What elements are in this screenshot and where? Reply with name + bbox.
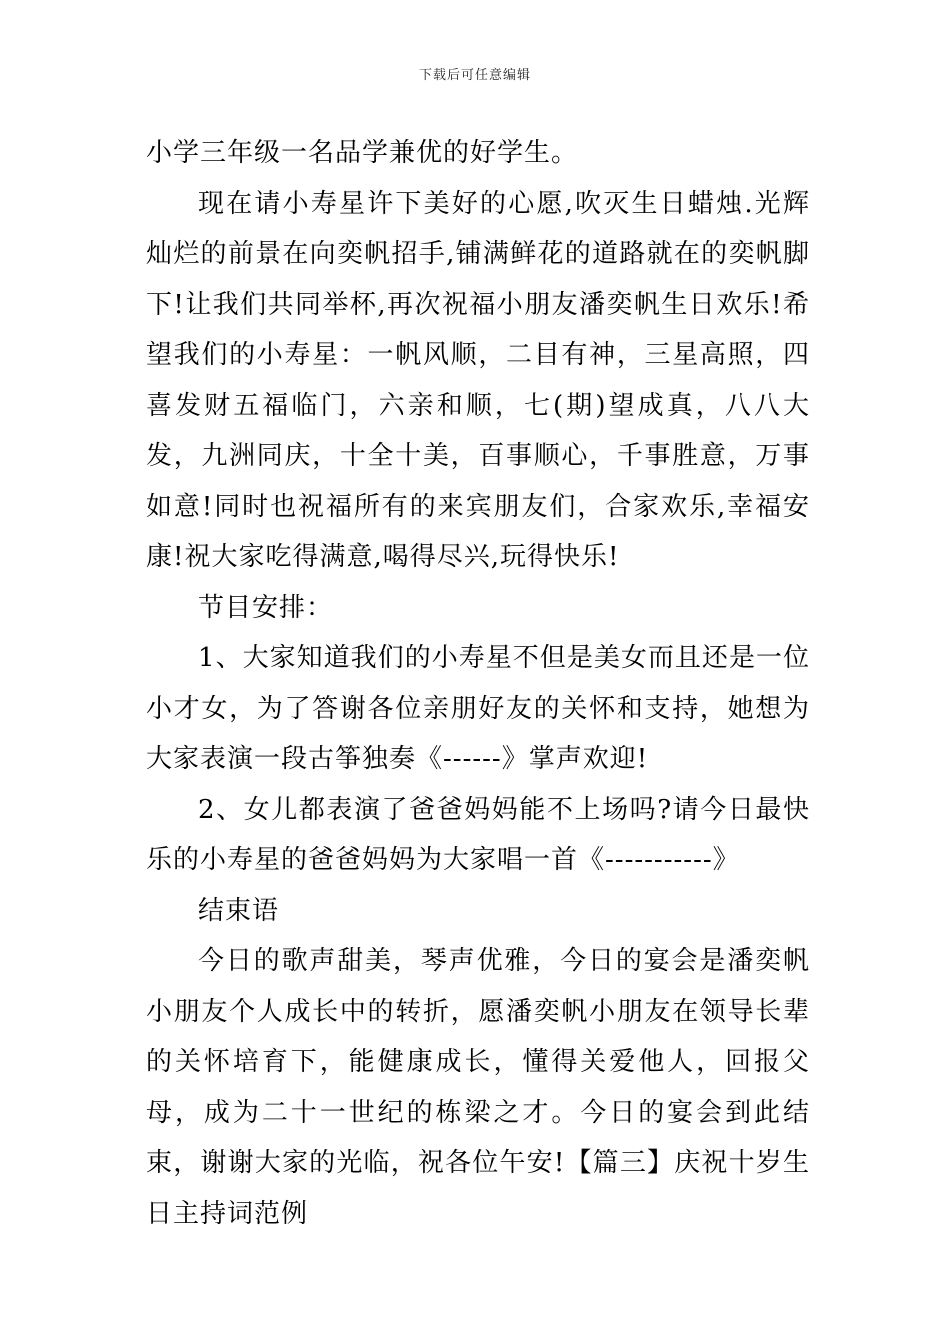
- program-item-2: 2、女儿都表演了爸爸妈妈能不上场吗?请今日最快乐的小寿星的爸爸妈妈为大家唱一首《-----------》: [146, 794, 810, 875]
- paragraph-continuation: 小学三年级一名品学兼优的好学生。: [146, 138, 579, 168]
- document-body: [146, 128, 810, 1239]
- paragraph-closing: 今日的歌声甜美，琴声优雅，今日的宴会是潘奕帆小朋友个人成长中的转折，愿潘奕帆小朋友在领导长辈的关怀培育下，能健康成长，懂得关爱他人，回报父母，成为二十一世纪的栋梁之才。今日的宴会到此结束，谢谢大家的光临，祝各位午安!【篇三】庆祝十岁生日主持词范例: [146, 946, 810, 1229]
- section-heading-closing: 结束语: [198, 895, 280, 926]
- program-item-1: 1、大家知道我们的小寿星不但是美女而且还是一位小才女，为了答谢各位亲朋好友的关怀和支持，她想为大家表演一段古筝独奏《------》掌声欢迎!: [146, 643, 810, 774]
- section-heading-program: 节目安排：: [198, 592, 334, 623]
- page-header: 下载后可任意编辑: [418, 68, 531, 83]
- paragraph-wishes: 现在请小寿星许下美好的心愿,吹灭生日蜡烛.光辉灿烂的前景在向奕帆招手,铺满鲜花的道路就在的奕帆脚下!让我们共同举杯,再次祝福小朋友潘奕帆生日欢乐!希望我们的小寿星：一帆风顺，二目有神，三星高照，四喜发财五福临门，六亲和顺，七(期)望成真，八八大发，九洲同庆，十全十美，百事顺心，千事胜意，万事如意!同时也祝福所有的来宾朋友们，合家欢乐,幸福安康!祝大家吃得满意,喝得尽兴,玩得快乐!: [146, 188, 810, 572]
